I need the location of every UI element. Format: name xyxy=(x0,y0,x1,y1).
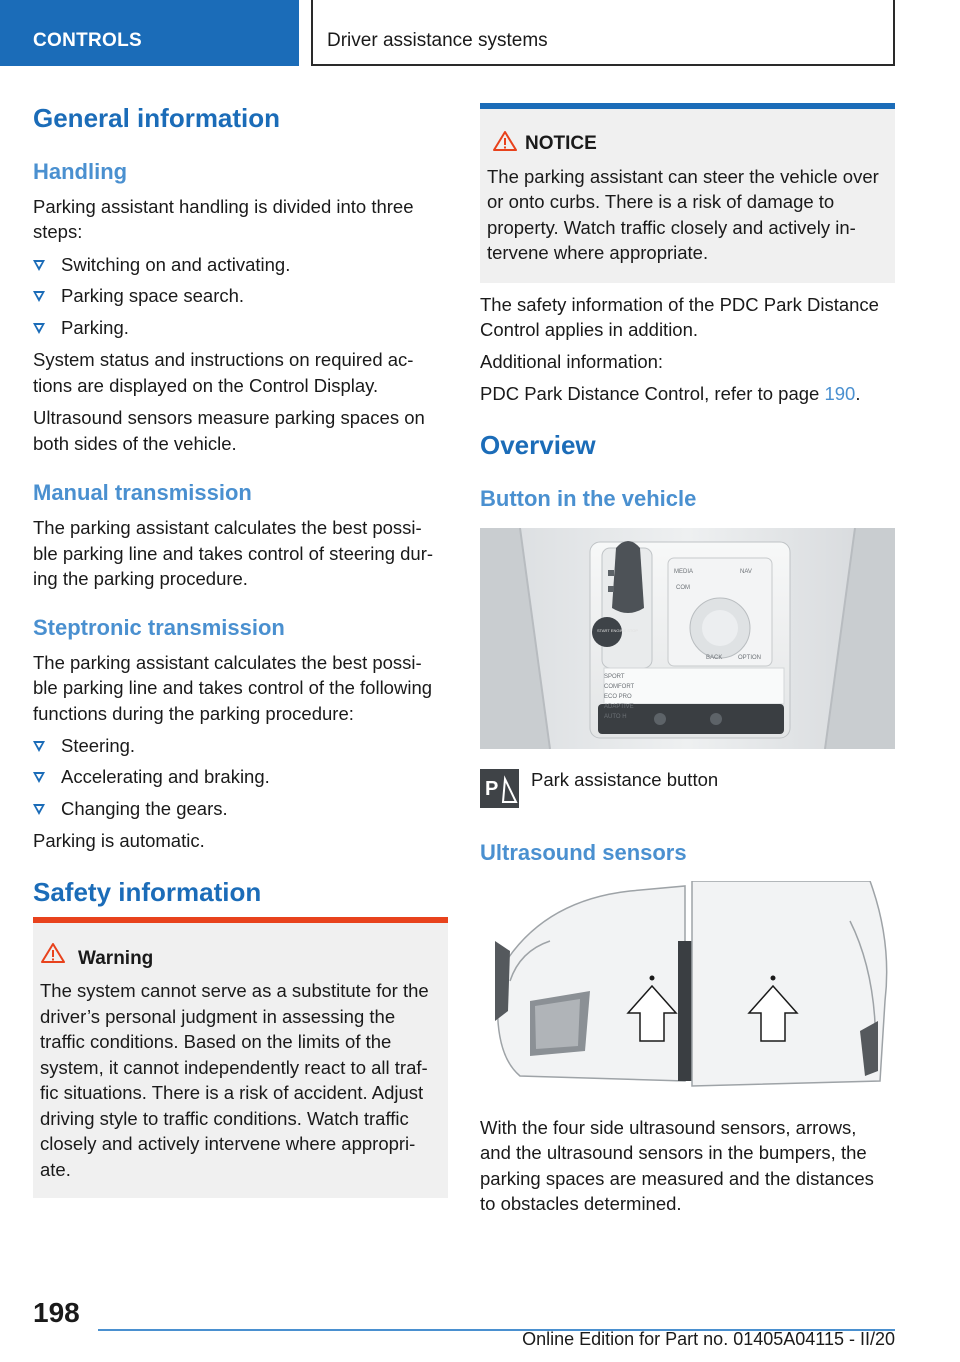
bullet-triangle-icon xyxy=(33,260,45,271)
warning-line: closely and actively intervene where appropri‐ xyxy=(40,1133,416,1154)
console-label: NAV xyxy=(740,569,752,575)
page-link[interactable]: 190 xyxy=(824,383,856,404)
parking-automatic: Parking is automatic. xyxy=(33,830,205,851)
notice-line: The parking assistant can steer the vehicle over xyxy=(487,166,879,187)
heading-button-in-vehicle: Button in the vehicle xyxy=(480,486,697,511)
sensors-line-1: With the four side ultrasound sensors, arrows, xyxy=(480,1117,857,1138)
bullet-triangle-icon xyxy=(33,804,45,815)
bullet-triangle-icon xyxy=(33,291,45,302)
status-line-1: System status and instructions on required ac‐ xyxy=(33,349,414,370)
park-assistance-button-label: Park assistance button xyxy=(531,769,719,790)
notice-box xyxy=(480,103,895,283)
console-label: OPTION xyxy=(738,655,762,661)
warning-triangle-icon xyxy=(41,942,65,964)
console-label: START ENGINE STOP xyxy=(597,628,639,633)
console-label: SPORT xyxy=(604,674,625,680)
ultrasound-sensors-image xyxy=(480,881,895,1093)
steptronic-line-2: ble parking line and takes control of the following xyxy=(33,677,433,698)
sensors-line-3: parking spaces are measured and the distances xyxy=(480,1168,874,1189)
heading-overview: Overview xyxy=(480,430,596,460)
center-console-image xyxy=(480,528,895,749)
ultrasound-line-2: both sides of the vehicle. xyxy=(33,433,237,454)
console-label: ADAPTIVE xyxy=(604,704,634,710)
svg-text:P: P xyxy=(485,778,499,800)
warning-line: driving style to traffic conditions. Watch traffic xyxy=(40,1108,409,1129)
warning-title: Warning xyxy=(78,948,154,969)
pdc-reference: PDC Park Distance Control, refer to page 190. xyxy=(480,383,861,404)
section-title: CONTROLS xyxy=(33,30,143,51)
heading-ultrasound-sensors: Ultrasound sensors xyxy=(480,840,687,865)
console-label: COM xyxy=(676,585,690,591)
heading-manual-transmission: Manual transmission xyxy=(33,480,252,505)
console-label: MEDIA xyxy=(674,569,694,575)
notice-line: or onto curbs. There is a risk of damage to xyxy=(487,191,835,212)
warning-line: system, it cannot independently react to all traf‐ xyxy=(40,1057,428,1078)
steptronic-line-3: functions during the parking procedure: xyxy=(33,703,354,724)
bullet-triangle-icon xyxy=(33,323,45,334)
chapter-title: Driver assistance systems xyxy=(327,30,548,51)
warning-line: The system cannot serve as a substitute for the xyxy=(40,980,429,1001)
console-label: AUTO H xyxy=(604,714,627,720)
pdc-line-1: The safety information of the PDC Park Distance xyxy=(480,294,879,315)
bullet-triangle-icon xyxy=(33,741,45,752)
warning-box xyxy=(33,917,448,1198)
heading-safety-information: Safety information xyxy=(33,877,262,907)
heading-general-information: General information xyxy=(33,103,281,133)
chapter-tab xyxy=(311,0,895,66)
console-label: ECO PRO xyxy=(604,694,632,700)
pdc-line-2: Control applies in addition. xyxy=(480,319,699,340)
section-tab xyxy=(0,0,299,66)
warning-line: fic situations. There is a risk of accident. Adjust xyxy=(40,1082,424,1103)
sensors-line-2: and the ultrasound sensors in the bumpers, the xyxy=(480,1142,867,1163)
sensors-line-4: to obstacles determined. xyxy=(480,1193,682,1214)
warning-line: traffic conditions. Based on the limits of the xyxy=(40,1031,392,1052)
heading-handling: Handling xyxy=(33,159,128,184)
warning-accent-bar xyxy=(33,917,448,923)
additional-info: Additional information: xyxy=(480,351,664,372)
park-assist-icon xyxy=(480,769,519,808)
warning-line: driver’s personal judgment in assessing the xyxy=(40,1006,396,1027)
notice-triangle-icon xyxy=(493,130,517,152)
notice-line: tervene where appropriate. xyxy=(487,242,709,263)
handling-intro-line-1: Parking assistant handling is divided into three xyxy=(33,196,414,217)
manual-line-3: ing the parking procedure. xyxy=(33,568,248,589)
notice-title: NOTICE xyxy=(525,133,597,154)
steptronic-line-1: The parking assistant calculates the best possi‐ xyxy=(33,652,422,673)
manual-line-2: ble parking line and takes control of steering dur‐ xyxy=(33,543,434,564)
manual-line-1: The parking assistant calculates the best possi‐ xyxy=(33,517,422,538)
warning-line: ate. xyxy=(40,1159,71,1180)
heading-steptronic-transmission: Steptronic transmission xyxy=(33,615,285,640)
console-label: COMFORT xyxy=(604,684,635,690)
notice-line: property. Watch traffic closely and actively in‐ xyxy=(487,217,856,238)
handling-intro-line-2: steps: xyxy=(33,221,83,242)
status-line-2: tions are displayed on the Control Display. xyxy=(33,375,379,396)
console-label: BACK xyxy=(706,655,723,661)
footer-edition: Online Edition for Part no. 01405A04115 - II/20 xyxy=(522,1329,895,1349)
bullet-triangle-icon xyxy=(33,772,45,783)
page-number: 198 xyxy=(33,1297,80,1328)
notice-accent-bar xyxy=(480,103,895,109)
ultrasound-line-1: Ultrasound sensors measure parking spaces on xyxy=(33,407,425,428)
